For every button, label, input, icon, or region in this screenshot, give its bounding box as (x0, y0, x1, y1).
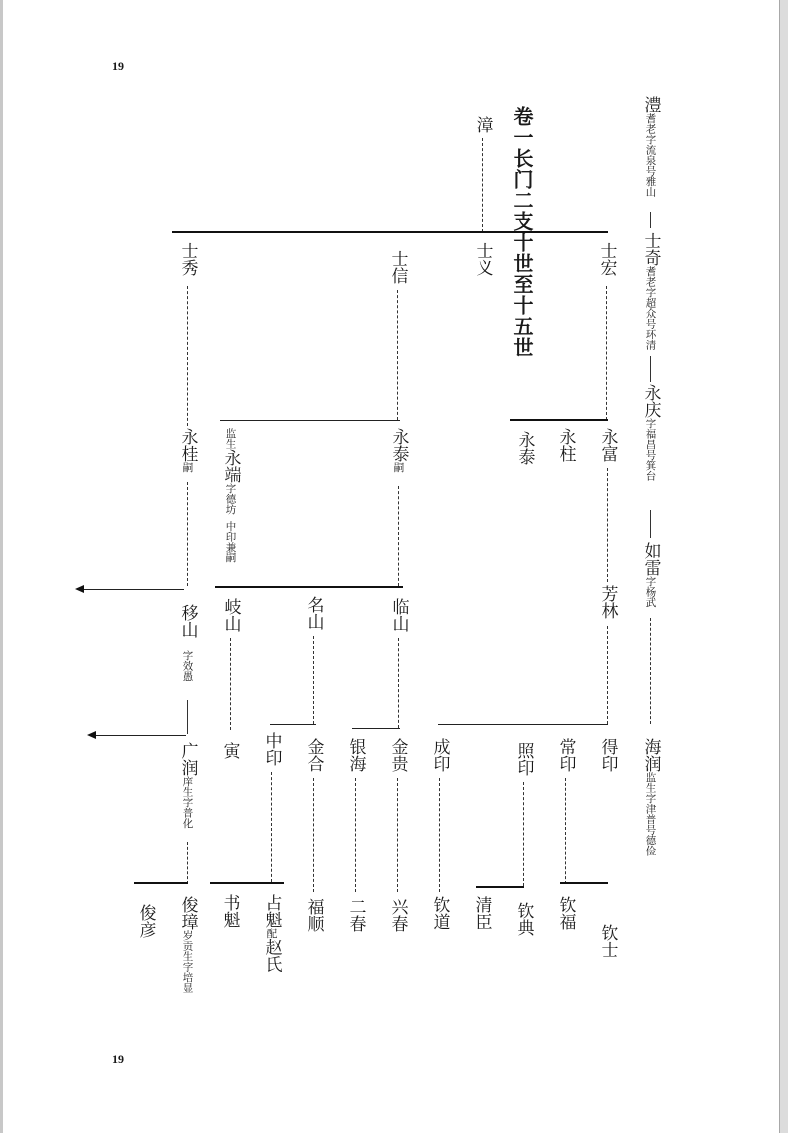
person-fanglin: 芳林 (597, 585, 618, 619)
line-fanglin (607, 626, 608, 724)
person-xingchun: 兴春 (387, 898, 408, 932)
person-qishan: 岐山 (220, 598, 241, 632)
person-yongduan: 监生永端字德坊中印兼嗣 (220, 428, 241, 563)
bracket-shihong-sons (510, 419, 608, 421)
bracket-guangrun-sons (134, 882, 188, 884)
continuation-line-2 (96, 735, 186, 736)
line-jingui (397, 778, 398, 892)
person-yinhai: 银海 (345, 738, 366, 772)
person-shukui: 书魁 (219, 894, 240, 928)
line-shihong (606, 286, 607, 420)
page-left-edge (0, 0, 3, 1133)
person-erchun: 二春 (345, 898, 366, 932)
person-zhongyin: 中印 (261, 732, 282, 766)
person-zhang: 漳 (472, 116, 493, 133)
person-mingshan: 名山 (303, 596, 324, 630)
line-zhongyin (271, 772, 272, 882)
person-zhankui: 占魁配赵氏 (261, 894, 282, 973)
person-yongzhu: 永柱 (555, 428, 576, 462)
person-yin: 寅 (219, 742, 240, 759)
page-title: 卷一长门二支十世至十五世 (510, 106, 534, 358)
person-jingui: 金贵 (387, 738, 408, 772)
person-guangrun: 广润庠生字普化 (177, 742, 198, 829)
line-zhang (482, 138, 483, 232)
page-number-bottom: 19 (112, 1052, 124, 1066)
line-guangrun (187, 842, 188, 884)
person-yongfu: 永富 (597, 428, 618, 462)
line-zhaoyin (523, 782, 524, 886)
bracket-fanglin-sons (438, 724, 608, 725)
bracket-mingshan-sons (270, 724, 316, 725)
line-yonggui (187, 482, 188, 586)
person-junyan: 俊彦 (135, 904, 156, 938)
line-yongqing-rulei (650, 510, 651, 538)
person-rulei: 如雷字杨武 (640, 542, 661, 608)
person-shihong: 士宏 (596, 242, 617, 276)
line-linshan (398, 638, 399, 728)
person-shiyi: 士义 (472, 242, 493, 276)
person-fushun: 福顺 (303, 898, 324, 932)
line-shiqi-yongqing (650, 356, 651, 382)
bracket-changyin-sons (560, 882, 608, 884)
bracket-yongtai-sons (215, 586, 403, 588)
person-qindian: 钦典 (513, 902, 534, 936)
person-linshan: 临山 (388, 598, 409, 632)
person-jinhe: 金合 (303, 738, 324, 772)
line-mingshan (313, 636, 314, 724)
line-yongfu (607, 468, 608, 582)
page-number-top: 19 (112, 59, 124, 73)
bracket-zhongyin-sons (210, 882, 284, 884)
line-jinhe (313, 778, 314, 892)
line-li-shiqi (650, 212, 651, 228)
person-qindao: 钦道 (429, 896, 450, 930)
bracket-zhaoyin-sons (476, 886, 524, 888)
person-shixin: 士信 (387, 250, 408, 284)
line-shixiu (187, 286, 188, 426)
person-chengyin: 成印 (429, 738, 450, 772)
person-yishan: 移山字效愚 (177, 604, 198, 682)
line-shixin (397, 290, 398, 420)
bracket-linshan-sons (352, 728, 400, 729)
line-yinhai (355, 778, 356, 892)
continuation-line-1 (84, 589, 184, 590)
person-qinfu: 钦福 (555, 896, 576, 930)
person-deyin: 得印 (597, 738, 618, 772)
person-yongqing: 永庆字福昌号箕台 (640, 384, 661, 481)
line-changyin (565, 778, 566, 884)
line-yishan (187, 700, 188, 734)
person-shixiu: 士秀 (177, 242, 198, 276)
person-qinshi: 钦士 (597, 924, 618, 958)
continuation-arrow-1-icon (75, 585, 84, 593)
person-yongtai-b: 永泰嗣 (388, 428, 409, 473)
person-yongtai-a: 永泰 (514, 431, 535, 465)
person-li: 澧耆老字流泉号雅山 (640, 96, 661, 197)
person-zhaoyin: 照印 (513, 742, 534, 776)
line-yongtai-b (398, 486, 399, 586)
person-yonggui: 永桂嗣 (177, 428, 198, 473)
person-hairun: 海润监生字津普号德俭 (640, 738, 661, 856)
bracket-zhang-sons (172, 231, 608, 233)
line-chengyin (439, 778, 440, 892)
person-junzhang: 俊璋岁贡生字培显 (177, 896, 198, 993)
line-rulei (650, 618, 651, 724)
person-qingchen: 清臣 (471, 896, 492, 930)
continuation-arrow-2-icon (87, 731, 96, 739)
person-shiqi: 士奇耆老字超众号环清 (640, 232, 661, 350)
person-changyin: 常印 (555, 738, 576, 772)
line-qishan (230, 638, 231, 730)
page-right-edge (779, 0, 788, 1133)
bracket-shixin-sons (220, 420, 400, 421)
